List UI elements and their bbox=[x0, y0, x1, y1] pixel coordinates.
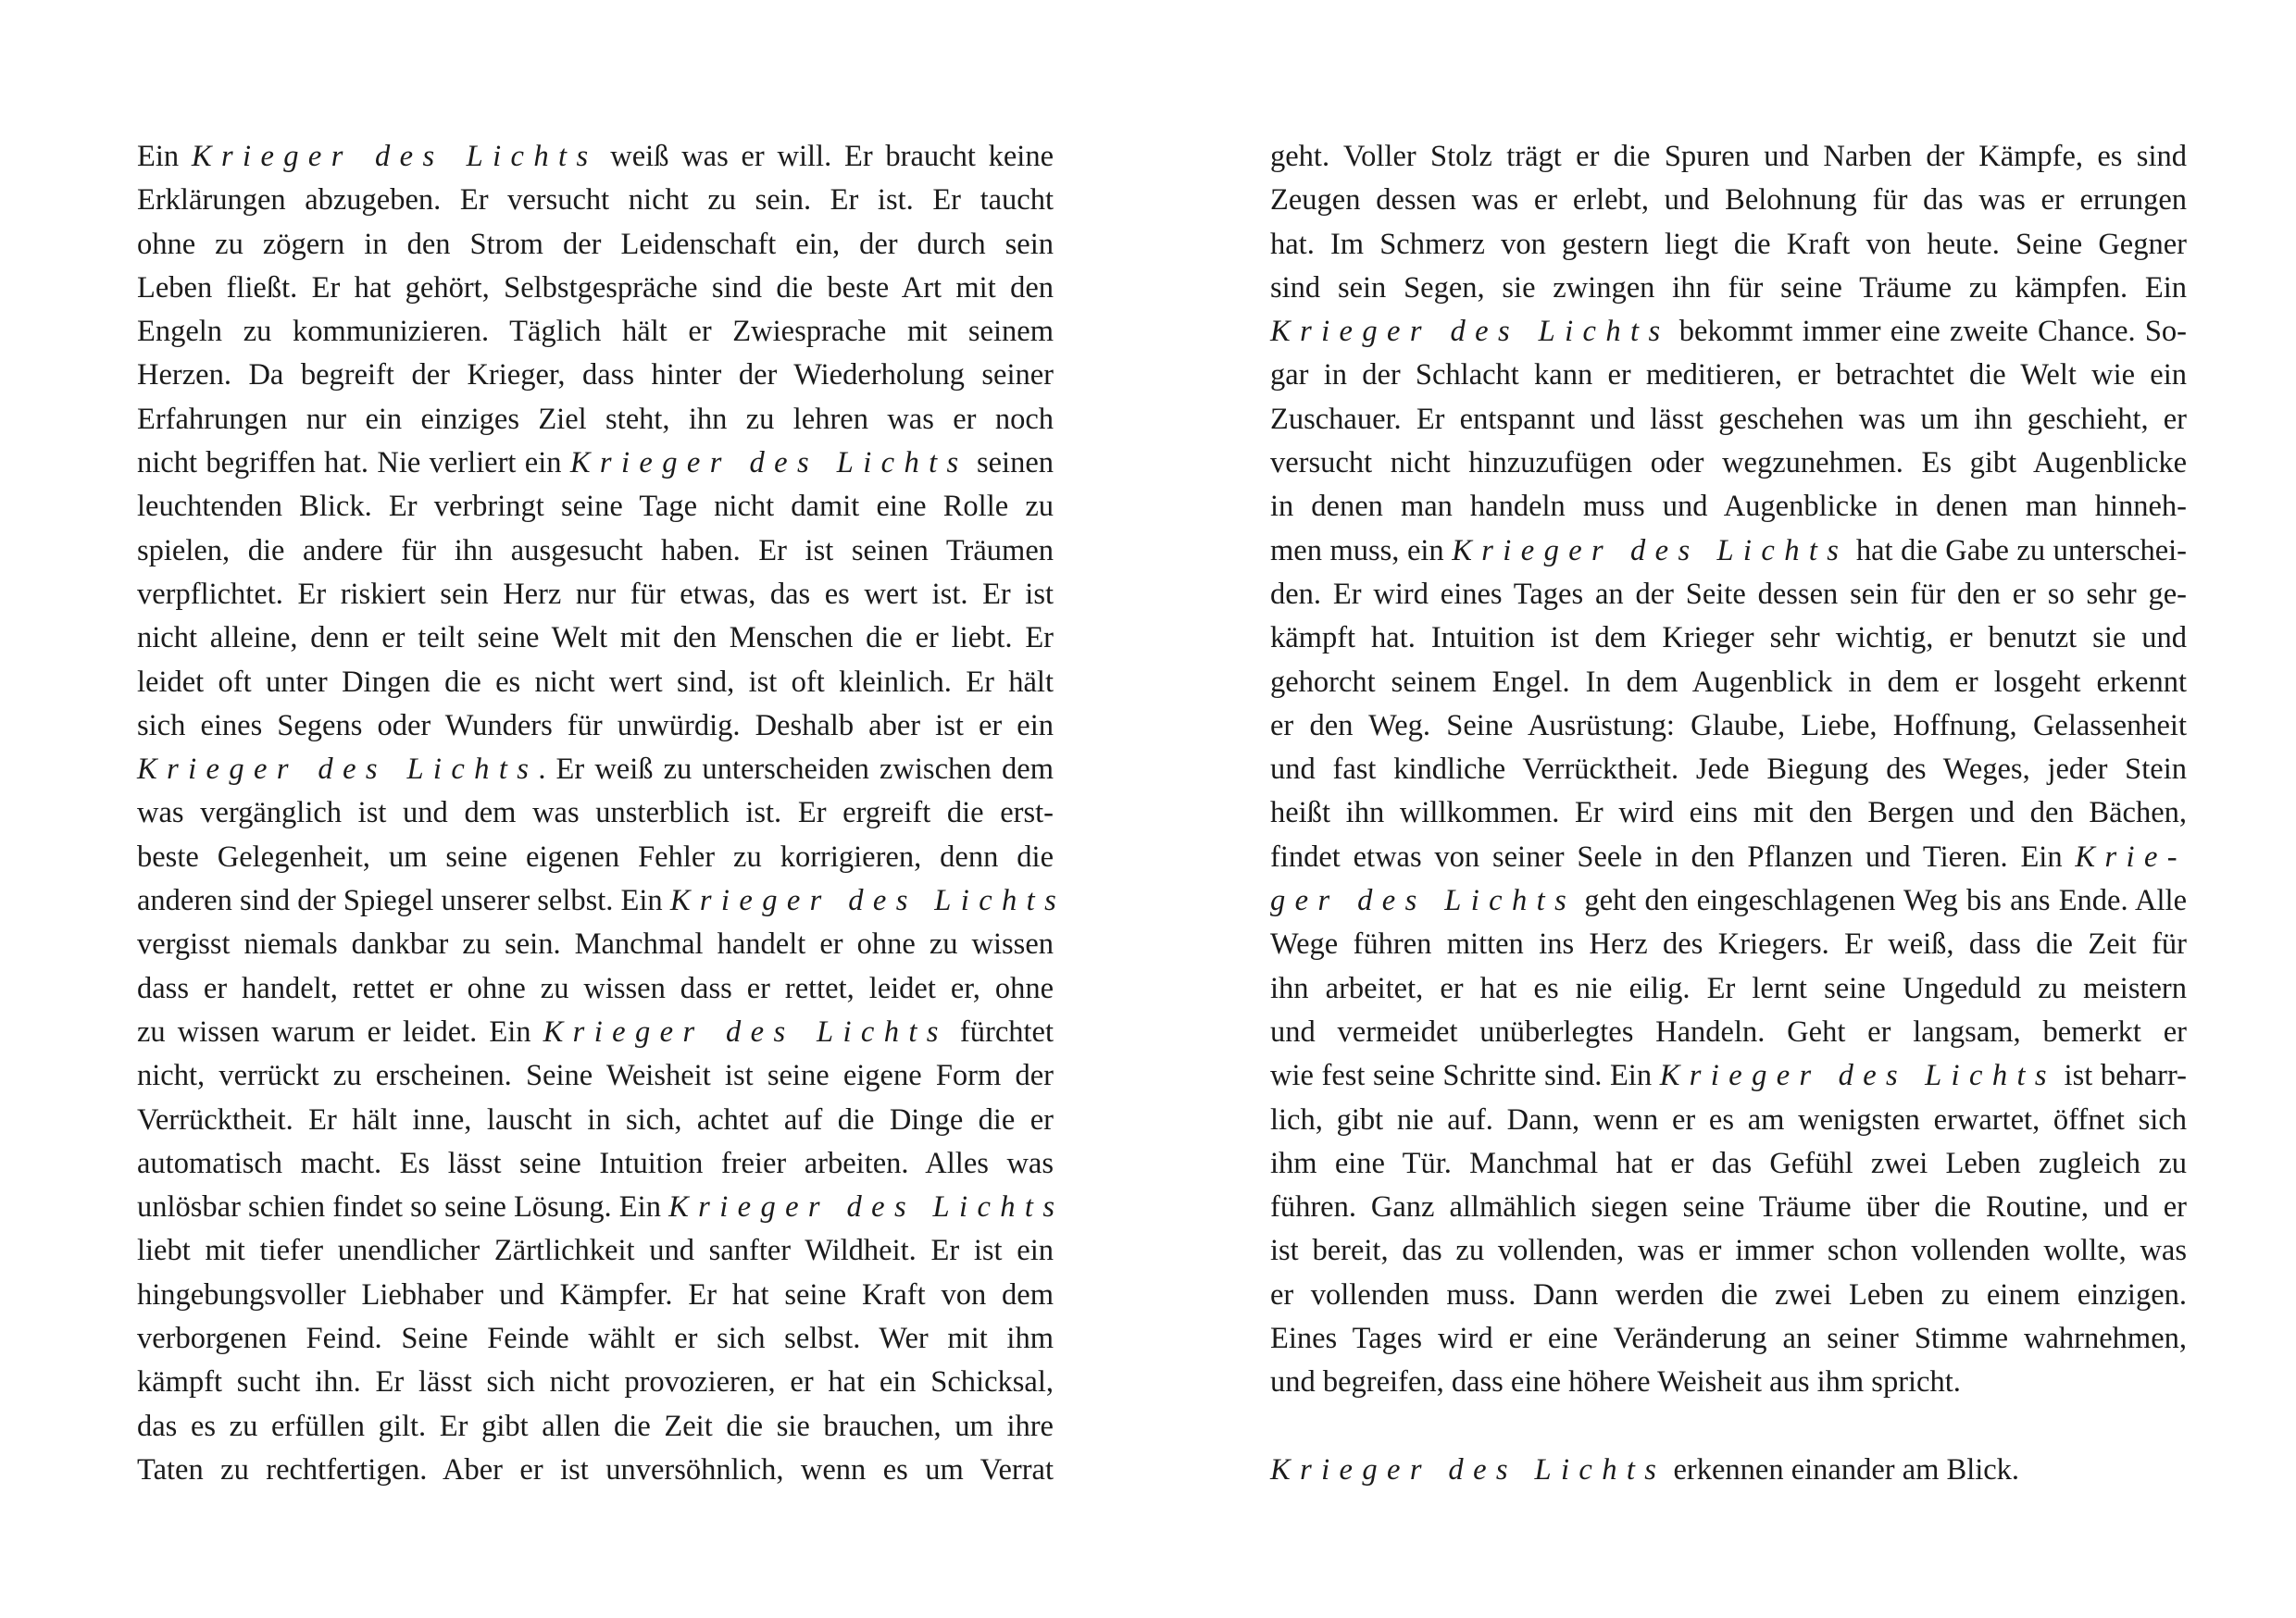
text-run: er den Weg. Seine Ausrüstung: Glaube, Liebe, Hoffnung, Gelassenheit bbox=[1270, 708, 2187, 742]
emphasized-phrase: Krieger des Lichts bbox=[669, 884, 1067, 918]
text-run: das es zu erfüllen gilt. Er gibt allen die Zeit die sie brauchen, um ihre bbox=[137, 1409, 1054, 1443]
text-line bbox=[137, 442, 1054, 485]
text-line bbox=[137, 135, 1054, 179]
text-run: hat die Gabe zu unterschei- bbox=[1848, 533, 2187, 567]
text-line bbox=[137, 1142, 1054, 1186]
text-line bbox=[1270, 616, 2187, 660]
text-line bbox=[137, 704, 1054, 748]
text-line bbox=[137, 1405, 1054, 1449]
text-run: versucht nicht hinzuzufügen oder wegzunehmen. Es gibt Augenblicke bbox=[1270, 446, 2187, 480]
text-run: Erfahrungen nur ein einziges Ziel steht, ihn zu lehren was er noch bbox=[137, 402, 1054, 436]
text-run: Taten zu rechtfertigen. Aber er ist unversöhnlich, wenn es um Verrat bbox=[137, 1452, 1054, 1487]
text-run: men muss, ein bbox=[1270, 533, 1453, 567]
text-line bbox=[1270, 223, 2187, 267]
text-line bbox=[137, 1054, 1054, 1098]
text-line bbox=[137, 223, 1054, 267]
text-run: findet etwas von seiner Seele in den Pflanzen und Tieren. Ein bbox=[1270, 840, 2076, 874]
text-run: seinen bbox=[967, 446, 1054, 480]
text-run: was vergänglich ist und dem was unsterblich ist. Er ergreift die erst- bbox=[137, 796, 1054, 830]
text-run: liebt mit tiefer unendlicher Zärtlichkeit und sanfter Wildheit. Er ist ein bbox=[137, 1234, 1054, 1268]
text-line bbox=[137, 354, 1054, 397]
text-run: geht. Voller Stolz trägt er die Spuren und Narben der Kämpfe, es sind bbox=[1270, 140, 2187, 173]
text-run: und fast kindliche Verrücktheit. Jede Biegung des Weges, jeder Stein bbox=[1270, 753, 2187, 787]
text-run: hingebungsvoller Liebhaber und Kämpfer. Er hat seine Kraft von dem bbox=[137, 1277, 1054, 1312]
text-line bbox=[1270, 442, 2187, 485]
text-line bbox=[137, 1317, 1054, 1361]
text-line bbox=[137, 836, 1054, 879]
text-run: Wege führen mitten ins Herz des Kriegers. Er weiß, dass die Zeit für bbox=[1270, 927, 2187, 962]
text-run: fürchtet bbox=[947, 1014, 1054, 1049]
text-run: geht den eingeschlagenen Weg bis ans Ende. Alle bbox=[1576, 884, 2187, 918]
text-run: in denen man handeln muss und Augenblicke in denen man hinneh- bbox=[1270, 490, 2187, 524]
text-run: dass er handelt, rettet er ohne zu wissen dass er rettet, leidet er, ohne bbox=[137, 971, 1054, 1005]
text-line bbox=[1270, 967, 2187, 1011]
text-run: leuchtenden Blick. Er verbringt seine Tage nicht damit eine Rolle zu bbox=[137, 490, 1054, 524]
text-run: unlösbar schien findet so seine Lösung. Ein bbox=[137, 1190, 669, 1225]
text-line bbox=[137, 661, 1054, 704]
text-run: Zuschauer. Er entspannt und lässt geschehen was um ihn geschieht, er bbox=[1270, 402, 2187, 436]
emphasized-phrase: Krieger des Lichts bbox=[668, 1190, 1065, 1225]
text-line bbox=[1270, 1142, 2187, 1186]
text-run: Erklärungen abzugeben. Er versucht nicht zu sein. Er ist. Er taucht bbox=[137, 183, 1054, 218]
right-page bbox=[1270, 135, 2187, 1492]
text-run: weiß was er will. Er braucht keine bbox=[597, 140, 1054, 173]
text-run: automatisch macht. Es lässt seine Intuition freier arbeiten. Alles was bbox=[137, 1146, 1054, 1180]
text-line bbox=[1270, 1054, 2187, 1098]
text-run: vergisst niemals dankbar zu sein. Manchmal handelt er ohne zu wissen bbox=[137, 927, 1054, 962]
text-line bbox=[1270, 1449, 2187, 1492]
text-line bbox=[1270, 1186, 2187, 1229]
text-line bbox=[1270, 1099, 2187, 1142]
text-line bbox=[137, 748, 1054, 791]
text-run: ohne zu zögern in den Strom der Leidenschaft ein, der durch sein bbox=[137, 227, 1054, 261]
text-line bbox=[1270, 485, 2187, 529]
text-line bbox=[1270, 1317, 2187, 1361]
text-line bbox=[137, 573, 1054, 616]
text-line bbox=[1270, 310, 2187, 354]
text-line bbox=[137, 879, 1067, 923]
text-run: bekommt immer eine zweite Chance. So- bbox=[1669, 315, 2187, 349]
text-line bbox=[1270, 661, 2187, 704]
text-run: Eines Tages wird er eine Veränderung an seiner Stimme wahrnehmen, bbox=[1270, 1322, 2187, 1356]
text-run: verpflichtet. Er riskiert sein Herz nur für etwas, das es wert ist. Er ist bbox=[137, 577, 1054, 611]
text-line bbox=[1270, 398, 2187, 442]
text-line bbox=[137, 529, 1054, 573]
text-run: ist beharr- bbox=[2055, 1059, 2188, 1093]
emphasized-phrase: ger des Lichts bbox=[1270, 884, 1577, 918]
text-run: erkennen einander am Blick. bbox=[1666, 1452, 2020, 1487]
text-run: ihm eine Tür. Manchmal hat er das Gefühl zwei Leben zugleich zu bbox=[1270, 1146, 2187, 1180]
text-line bbox=[137, 1361, 1054, 1404]
text-line bbox=[137, 485, 1054, 529]
text-run: und begreifen, dass eine höhere Weisheit aus ihm spricht. bbox=[1270, 1365, 1961, 1400]
text-run: wie fest seine Schritte sind. Ein bbox=[1270, 1059, 1660, 1093]
text-line bbox=[1270, 1274, 2187, 1317]
text-line bbox=[1270, 748, 2187, 791]
text-line bbox=[137, 267, 1054, 310]
emphasized-phrase: Krieger des Lichts bbox=[1270, 1452, 1666, 1487]
text-line bbox=[1270, 1361, 2187, 1404]
text-run: ihn arbeitet, er hat es nie eilig. Er lernt seine Ungeduld zu meistern bbox=[1270, 971, 2187, 1005]
text-run: sich eines Segens oder Wunders für unwürdig. Deshalb aber ist er ein bbox=[137, 708, 1054, 742]
text-run: heißt ihn willkommen. Er wird eins mit den Bergen und den Bächen, bbox=[1270, 796, 2187, 830]
text-run: kämpft hat. Intuition ist dem Krieger sehr wichtig, er benutzt sie und bbox=[1270, 621, 2187, 655]
text-line bbox=[1270, 573, 2187, 616]
text-line bbox=[1270, 267, 2187, 310]
text-line bbox=[1270, 1011, 2187, 1054]
text-run: nicht alleine, denn er teilt seine Welt mit den Menschen die er liebt. Er bbox=[137, 621, 1054, 655]
text-line bbox=[137, 310, 1054, 354]
text-run: spielen, die andere für ihn ausgesucht haben. Er ist seinen Träumen bbox=[137, 533, 1054, 567]
emphasized-phrase: Krieger des Lichts bbox=[1270, 315, 1670, 349]
left-page bbox=[137, 135, 1067, 1492]
text-line bbox=[137, 616, 1054, 660]
text-run: beste Gelegenheit, um seine eigenen Fehler zu korrigieren, denn die bbox=[137, 840, 1054, 874]
text-line bbox=[1270, 791, 2187, 835]
text-run: gehorcht seinem Engel. In dem Augenblick in dem er losgeht erkennt bbox=[1270, 665, 2187, 699]
text-line bbox=[1270, 704, 2187, 748]
text-run: den. Er wird eines Tages an der Seite dessen sein für den er so sehr ge- bbox=[1270, 577, 2187, 611]
text-run: zu wissen warum er leidet. Ein bbox=[137, 1014, 543, 1049]
text-run: und vermeidet unüberlegtes Handeln. Geht er langsam, bemerkt er bbox=[1270, 1014, 2187, 1049]
text-line bbox=[1270, 354, 2187, 397]
text-run: Ein bbox=[137, 140, 192, 173]
text-run: Verrücktheit. Er hält inne, lauscht in sich, achtet auf die Dinge die er bbox=[137, 1102, 1054, 1137]
text-line bbox=[137, 1274, 1054, 1317]
text-run: Leben fließt. Er hat gehört, Selbstgespräche sind die beste Art mit den bbox=[137, 270, 1054, 305]
text-line bbox=[137, 1099, 1054, 1142]
text-run: gar in der Schlacht kann er meditieren, er betrachtet die Welt wie ein bbox=[1270, 358, 2187, 392]
text-run: kämpft sucht ihn. Er lässt sich nicht provozieren, er hat ein Schicksal, bbox=[137, 1365, 1054, 1400]
text-run: Zeugen dessen was er erlebt, und Belohnung für das was er errungen bbox=[1270, 183, 2187, 218]
text-run: hat. Im Schmerz von gestern liegt die Kraft von heute. Seine Gegner bbox=[1270, 227, 2187, 261]
text-line bbox=[1270, 923, 2187, 966]
text-line bbox=[1270, 1229, 2187, 1273]
emphasized-phrase: Krieger des Lichts bbox=[137, 753, 539, 787]
text-line bbox=[137, 398, 1054, 442]
emphasized-phrase: Krieger des Lichts bbox=[1452, 533, 1849, 567]
emphasized-phrase: Krieger des Lichts bbox=[569, 446, 968, 480]
text-run: . Er weiß zu unterscheiden zwischen dem bbox=[538, 753, 1054, 787]
text-run: nicht, verrückt zu erscheinen. Seine Weisheit ist seine eigene Form der bbox=[137, 1059, 1054, 1093]
text-line bbox=[1270, 879, 2187, 923]
emphasized-phrase: Krieger des Lichts bbox=[1659, 1059, 2056, 1093]
text-line bbox=[137, 967, 1054, 1011]
text-run: anderen sind der Spiegel unserer selbst. Ein bbox=[137, 884, 670, 918]
text-run: Engeln zu kommunizieren. Täglich hält er Zwiesprache mit seinem bbox=[137, 315, 1054, 349]
text-line bbox=[137, 1011, 1054, 1054]
text-run: sind sein Segen, sie zwingen ihn für seine Träume zu kämpfen. Ein bbox=[1270, 270, 2187, 305]
text-line bbox=[1270, 836, 2187, 879]
text-run: leidet oft unter Dingen die es nicht wert sind, ist oft kleinlich. Er hält bbox=[137, 665, 1054, 699]
text-run: Herzen. Da begreift der Krieger, dass hinter der Wiederholung seiner bbox=[137, 358, 1054, 392]
text-line bbox=[137, 791, 1054, 835]
text-run: nicht begriffen hat. Nie verliert ein bbox=[137, 446, 570, 480]
text-run: ist bereit, das zu vollenden, was er immer schon vollenden wollte, was bbox=[1270, 1234, 2187, 1268]
text-line bbox=[137, 923, 1054, 966]
text-line bbox=[137, 179, 1054, 222]
emphasized-phrase: Krieger des Lichts bbox=[543, 1014, 948, 1049]
text-run: lich, gibt nie auf. Dann, wenn er es am wenigsten erwartet, öffnet sich bbox=[1270, 1102, 2187, 1137]
emphasized-phrase: Krieger des Lichts bbox=[191, 140, 598, 173]
text-line bbox=[1270, 529, 2187, 573]
text-run: verborgenen Feind. Seine Feinde wählt er sich selbst. Wer mit ihm bbox=[137, 1322, 1054, 1356]
text-line bbox=[137, 1186, 1065, 1229]
text-line bbox=[137, 1449, 1054, 1492]
text-run: führen. Ganz allmählich siegen seine Träume über die Routine, und er bbox=[1270, 1190, 2187, 1225]
emphasized-phrase: Krie- bbox=[2075, 840, 2187, 874]
text-line bbox=[1270, 179, 2187, 222]
text-line bbox=[1270, 135, 2187, 179]
paragraph-gap bbox=[1270, 1405, 2187, 1449]
text-line bbox=[137, 1229, 1054, 1273]
text-run: er vollenden muss. Dann werden die zwei Leben zu einem einzigen. bbox=[1270, 1277, 2187, 1312]
